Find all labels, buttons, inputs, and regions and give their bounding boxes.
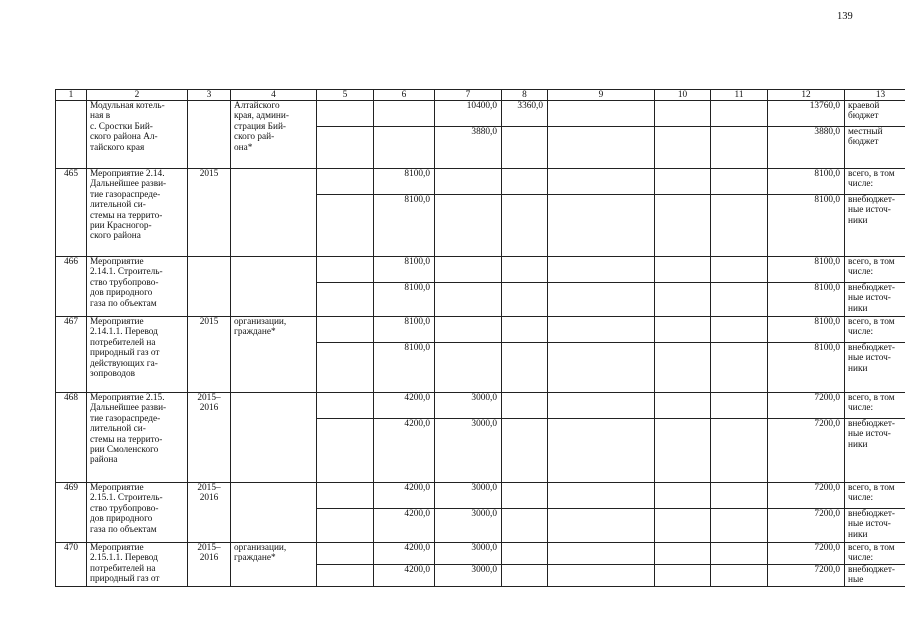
value-c11 bbox=[711, 543, 768, 565]
implementation-years: 2015– 2016 bbox=[188, 543, 231, 587]
funding-source: внебюджет- ные источ- ники bbox=[845, 283, 905, 317]
value-c10 bbox=[655, 393, 711, 419]
funding-source: всего, в том числе: bbox=[845, 543, 905, 565]
value-c5 bbox=[317, 419, 374, 483]
funding-source: всего, в том числе: bbox=[845, 317, 905, 343]
value-c8 bbox=[502, 543, 548, 565]
header-cell-2: 2 bbox=[87, 90, 188, 101]
value-c8 bbox=[502, 257, 548, 283]
value-c5 bbox=[317, 509, 374, 543]
value-c5 bbox=[317, 127, 374, 169]
value-c8 bbox=[502, 565, 548, 587]
header-cell-8: 8 bbox=[502, 90, 548, 101]
executor bbox=[231, 483, 317, 543]
value-c5 bbox=[317, 195, 374, 257]
value-c6 bbox=[374, 127, 435, 169]
value-c6: 4200,0 bbox=[374, 509, 435, 543]
value-c9 bbox=[548, 543, 655, 565]
value-c11 bbox=[711, 127, 768, 169]
row-number bbox=[56, 101, 87, 169]
implementation-years bbox=[188, 101, 231, 169]
value-c10 bbox=[655, 419, 711, 483]
funding-source: внебюджет- ные источ- ники bbox=[845, 195, 905, 257]
row-number: 469 bbox=[56, 483, 87, 543]
implementation-years bbox=[188, 257, 231, 317]
funding-source: всего, в том числе: bbox=[845, 257, 905, 283]
measure-name: Мероприятие 2.14.1.1. Перевод потребителей на природный газ от действующих га- зопроводов bbox=[87, 317, 188, 393]
executor bbox=[231, 257, 317, 317]
value-c5 bbox=[317, 169, 374, 195]
executor bbox=[231, 393, 317, 483]
header-cell-5: 5 bbox=[317, 90, 374, 101]
value-c7 bbox=[435, 317, 502, 343]
value-c9 bbox=[548, 317, 655, 343]
value-c7: 3000,0 bbox=[435, 483, 502, 509]
value-c12: 8100,0 bbox=[768, 283, 845, 317]
row-number: 468 bbox=[56, 393, 87, 483]
value-c8 bbox=[502, 127, 548, 169]
row-number: 466 bbox=[56, 257, 87, 317]
value-c9 bbox=[548, 565, 655, 587]
header-cell-10: 10 bbox=[655, 90, 711, 101]
table-row bbox=[56, 483, 905, 509]
value-c5 bbox=[317, 317, 374, 343]
value-c6: 4200,0 bbox=[374, 483, 435, 509]
implementation-years: 2015 bbox=[188, 317, 231, 393]
value-c12: 8100,0 bbox=[768, 343, 845, 393]
value-c8 bbox=[502, 169, 548, 195]
value-c8 bbox=[502, 283, 548, 317]
executor: организации, граждане* bbox=[231, 317, 317, 393]
value-c7 bbox=[435, 283, 502, 317]
value-c12: 8100,0 bbox=[768, 169, 845, 195]
value-c11 bbox=[711, 195, 768, 257]
value-c10 bbox=[655, 283, 711, 317]
value-c10 bbox=[655, 127, 711, 169]
value-c6: 8100,0 bbox=[374, 195, 435, 257]
value-c9 bbox=[548, 419, 655, 483]
value-c9 bbox=[548, 509, 655, 543]
value-c7: 3000,0 bbox=[435, 393, 502, 419]
value-c11 bbox=[711, 257, 768, 283]
value-c7: 3000,0 bbox=[435, 419, 502, 483]
implementation-years: 2015– 2016 bbox=[188, 393, 231, 483]
value-c12: 7200,0 bbox=[768, 565, 845, 587]
value-c12: 7200,0 bbox=[768, 543, 845, 565]
value-c6 bbox=[374, 101, 435, 127]
header-cell-13: 13 bbox=[845, 90, 905, 101]
value-c5 bbox=[317, 565, 374, 587]
value-c12: 8100,0 bbox=[768, 317, 845, 343]
value-c7 bbox=[435, 343, 502, 393]
value-c10 bbox=[655, 509, 711, 543]
value-c5 bbox=[317, 283, 374, 317]
header-cell-1: 1 bbox=[56, 90, 87, 101]
funding-source: всего, в том числе: bbox=[845, 483, 905, 509]
header-cell-7: 7 bbox=[435, 90, 502, 101]
value-c8 bbox=[502, 195, 548, 257]
value-c10 bbox=[655, 483, 711, 509]
value-c9 bbox=[548, 195, 655, 257]
value-c11 bbox=[711, 283, 768, 317]
funding-source: внебюджет- ные источ- ники bbox=[845, 343, 905, 393]
value-c11 bbox=[711, 101, 768, 127]
value-c12: 7200,0 bbox=[768, 393, 845, 419]
value-c9 bbox=[548, 393, 655, 419]
value-c12: 13760,0 bbox=[768, 101, 845, 127]
measure-name: Мероприятие 2.15. Дальнейшее разви- тие газораспреде- лительной си- стемы на террито- рии Смоленского района bbox=[87, 393, 188, 483]
budget-table bbox=[55, 89, 905, 587]
value-c8 bbox=[502, 419, 548, 483]
value-c9 bbox=[548, 483, 655, 509]
funding-source: всего, в том числе: bbox=[845, 169, 905, 195]
implementation-years: 2015 bbox=[188, 169, 231, 257]
table-row bbox=[56, 257, 905, 283]
value-c9 bbox=[548, 283, 655, 317]
value-c5 bbox=[317, 483, 374, 509]
header-cell-4: 4 bbox=[231, 90, 317, 101]
table-row bbox=[56, 101, 905, 127]
value-c5 bbox=[317, 101, 374, 127]
value-c6: 4200,0 bbox=[374, 543, 435, 565]
header-row bbox=[56, 90, 905, 101]
value-c6: 8100,0 bbox=[374, 283, 435, 317]
value-c5 bbox=[317, 543, 374, 565]
value-c6: 4200,0 bbox=[374, 419, 435, 483]
value-c7: 10400,0 bbox=[435, 101, 502, 127]
value-c8 bbox=[502, 343, 548, 393]
value-c8: 3360,0 bbox=[502, 101, 548, 127]
value-c9 bbox=[548, 257, 655, 283]
value-c11 bbox=[711, 393, 768, 419]
executor: Алтайского края, админи- страция Бий- ского рай- она* bbox=[231, 101, 317, 169]
value-c7: 3000,0 bbox=[435, 509, 502, 543]
funding-source: всего, в том числе: bbox=[845, 393, 905, 419]
header-cell-12: 12 bbox=[768, 90, 845, 101]
value-c7 bbox=[435, 257, 502, 283]
funding-source: внебюджет- ные источ- ники bbox=[845, 509, 905, 543]
row-number: 470 bbox=[56, 543, 87, 587]
value-c11 bbox=[711, 565, 768, 587]
funding-source: краевой бюджет bbox=[845, 101, 905, 127]
value-c6: 8100,0 bbox=[374, 169, 435, 195]
header-cell-3: 3 bbox=[188, 90, 231, 101]
funding-source: местный бюджет bbox=[845, 127, 905, 169]
value-c10 bbox=[655, 543, 711, 565]
value-c10 bbox=[655, 565, 711, 587]
value-c6: 8100,0 bbox=[374, 257, 435, 283]
value-c9 bbox=[548, 127, 655, 169]
value-c12: 3880,0 bbox=[768, 127, 845, 169]
value-c5 bbox=[317, 393, 374, 419]
value-c12: 7200,0 bbox=[768, 419, 845, 483]
table-body bbox=[56, 90, 905, 587]
value-c6: 8100,0 bbox=[374, 343, 435, 393]
value-c8 bbox=[502, 317, 548, 343]
value-c7: 3880,0 bbox=[435, 127, 502, 169]
value-c9 bbox=[548, 169, 655, 195]
value-c7: 3000,0 bbox=[435, 543, 502, 565]
value-c10 bbox=[655, 195, 711, 257]
value-c9 bbox=[548, 343, 655, 393]
table-row bbox=[56, 317, 905, 343]
value-c7 bbox=[435, 195, 502, 257]
value-c11 bbox=[711, 343, 768, 393]
implementation-years: 2015– 2016 bbox=[188, 483, 231, 543]
value-c10 bbox=[655, 101, 711, 127]
value-c6: 8100,0 bbox=[374, 317, 435, 343]
measure-name: Мероприятие 2.14.1. Строитель- ство трубопрово- дов природного газа по объектам bbox=[87, 257, 188, 317]
value-c5 bbox=[317, 257, 374, 283]
value-c11 bbox=[711, 483, 768, 509]
measure-name: Модульная котель- ная в с. Сростки Бий- ского района Ал- тайского края bbox=[87, 101, 188, 169]
header-cell-9: 9 bbox=[548, 90, 655, 101]
header-cell-11: 11 bbox=[711, 90, 768, 101]
header-cell-6: 6 bbox=[374, 90, 435, 101]
value-c7: 3000,0 bbox=[435, 565, 502, 587]
value-c11 bbox=[711, 419, 768, 483]
value-c10 bbox=[655, 317, 711, 343]
executor: организации, граждане* bbox=[231, 543, 317, 587]
value-c12: 8100,0 bbox=[768, 257, 845, 283]
value-c11 bbox=[711, 509, 768, 543]
value-c6: 4200,0 bbox=[374, 565, 435, 587]
value-c10 bbox=[655, 343, 711, 393]
table-row bbox=[56, 169, 905, 195]
value-c12: 7200,0 bbox=[768, 483, 845, 509]
page-number: 139 bbox=[837, 11, 853, 22]
value-c11 bbox=[711, 169, 768, 195]
value-c12: 8100,0 bbox=[768, 195, 845, 257]
measure-name: Мероприятие 2.14. Дальнейшее разви- тие газораспреде- лительной си- стемы на террито- рии Красногор- ского района bbox=[87, 169, 188, 257]
value-c5 bbox=[317, 343, 374, 393]
value-c8 bbox=[502, 483, 548, 509]
measure-name: Мероприятие 2.15.1. Строитель- ство трубопрово- дов природного газа по объектам bbox=[87, 483, 188, 543]
funding-source: внебюджет- ные bbox=[845, 565, 905, 587]
funding-source: внебюджет- ные источ- ники bbox=[845, 419, 905, 483]
row-number: 465 bbox=[56, 169, 87, 257]
value-c10 bbox=[655, 169, 711, 195]
value-c8 bbox=[502, 393, 548, 419]
value-c11 bbox=[711, 317, 768, 343]
executor bbox=[231, 169, 317, 257]
table-row bbox=[56, 543, 905, 565]
row-number: 467 bbox=[56, 317, 87, 393]
value-c7 bbox=[435, 169, 502, 195]
value-c6: 4200,0 bbox=[374, 393, 435, 419]
value-c8 bbox=[502, 509, 548, 543]
value-c12: 7200,0 bbox=[768, 509, 845, 543]
value-c10 bbox=[655, 257, 711, 283]
table-row bbox=[56, 393, 905, 419]
measure-name: Мероприятие 2.15.1.1. Перевод потребителей на природный газ от bbox=[87, 543, 188, 587]
value-c9 bbox=[548, 101, 655, 127]
